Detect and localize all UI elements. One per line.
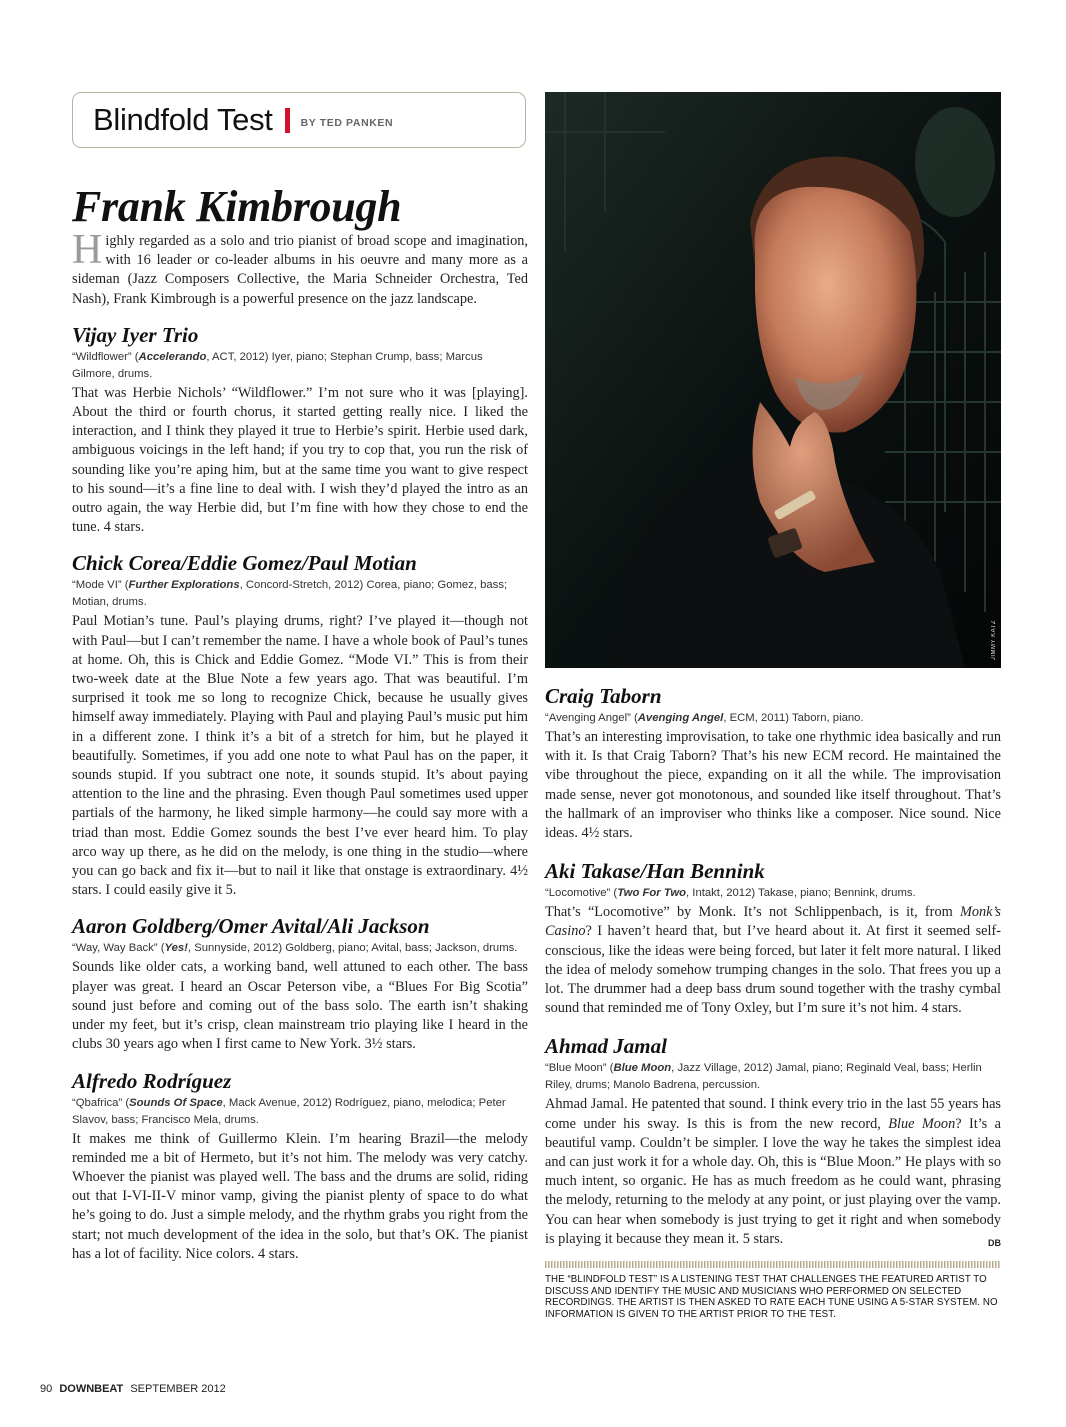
intro-paragraph [72, 227, 528, 309]
album-title: Further Explorations [128, 579, 240, 592]
banner-title: Blindfold Test [93, 102, 273, 137]
section-text: That was Herbie Nichols’ “Wildflower.” I’m not sure who it was [playing]. About the third or fourth chorus, it started getting really nice. I liked the interaction, and I think they played it true to Herbie’s spirit. Herbie used dark, ambiguous voicings in the left hand; if you try to cop that, you run the risk of sounding like you’re aping him, but at the same time you want to give respect to his sound—it’s a fine line to deal with. I wish they’d played the intro as an outro again, the way Herbie did, but I’m fine with how they chose to end the tune. 4 stars. [72, 384, 528, 536]
portrait-illustration [545, 92, 1001, 668]
artist-portrait-photo [545, 92, 1001, 668]
right-column [545, 92, 1001, 1320]
track-credit: “Avenging Angel” (Avenging Angel, ECM, 2011) Taborn, piano. [545, 712, 864, 724]
album-title: Sounds Of Space [129, 1096, 223, 1109]
intro-text: ighly regarded as a solo and trio pianist of broad scope and imagination, with 16 leader or co-leader albums in his oeuvre and many more as a sideman (Jazz Composers Collective, the Maria Schneider Orchestra, Ted Nash), Frank Kimbrough is a powerful presence on the jazz landscape. [72, 233, 528, 307]
section-title: Craig Taborn [545, 684, 662, 708]
section-title: Alfredo Rodríguez [72, 1068, 232, 1093]
section-ahmad-jamal [545, 1034, 1001, 1249]
track-credit: “Locomotive” (Two For Two, Intakt, 2012) Takase, piano; Bennink, drums. [545, 887, 916, 900]
track-credit: “Mode VI” (Further Explorations, Concord-Stretch, 2012) Corea, piano; Gomez, bass; Motian, drums. [72, 579, 508, 609]
italic-album-reference: Monk’s Casino [545, 904, 1001, 940]
italic-album-reference: Blue Moon [888, 1115, 956, 1132]
banner-accent-bar [285, 108, 290, 133]
section-vijay-iyer [72, 323, 528, 538]
album-title: Blue Moon [613, 1062, 672, 1075]
section-title: Chick Corea/Eddie Gomez/Paul Motian [72, 551, 417, 576]
album-title: Two For Two [617, 887, 687, 900]
section-title: Ahmad Jamal [545, 1034, 667, 1059]
section-text: Sounds like older cats, a working band, well attuned to each other. The bass player was great. I heard an Oscar Peterson vibe, a “Blues For Big Scotia” sound just before and coming out of the bass solo. The earth isn’t shaking under my feet, but it’s crisp, clean mainstream trio playing like I heard in the clubs 30 years ago when I first came to New York. 3½ stars. [72, 959, 528, 1053]
artist-name: Frank Kimbrough [72, 182, 402, 231]
left-column [72, 92, 528, 1264]
blindfold-test-banner [72, 92, 526, 148]
drop-cap: H [72, 227, 103, 273]
album-title: Accelerando [138, 350, 207, 363]
album-title: Yes! [164, 942, 188, 955]
section-title: Aaron Goldberg/Omer Avital/Ali Jackson [72, 914, 430, 939]
album-title: Avenging Angel [637, 712, 724, 724]
section-text: Ahmad Jamal. He patented that sound. I think every trio in the last 55 years has come under his sway. Is this is from the new record, Blue Moon? It’s a beautiful vamp. Couldn’t be simpler. I love the way he takes the simplest idea and can just work it for a whole day. Oh, this is “Blue Moon.” He plays with so much intent, so organic. He has as much freedom as he could want, phrasing the melody, returning to the melody at any point, or just playing over the vamp. You can hear when somebody is just trying to get it right and when somebody is playing it because they mean it. 5 stars. DB [545, 1095, 1001, 1249]
blindfold-test-footnote: THE “BLINDFOLD TEST” IS A LISTENING TEST THAT CHALLENGES THE FEATURED ARTIST TO DISCUSS AND IDENTIFY THE MUSIC AND MUSICIANS WHO PERFORMED ON SELECTED RECORDINGS. THE ARTIST IS THEN ASKED TO RATE EACH TUNE USING A 5-STAR SYSTEM. NO INFORMATION IS GIVEN TO THE ARTIST PRIOR TO THE TEST. [545, 1274, 998, 1320]
section-craig-taborn [545, 684, 1001, 843]
track-credit: “Wildflower” (Accelerando, ACT, 2012) Iyer, piano; Stephan Crump, bass; Marcus Gilmore, drums. [72, 350, 483, 380]
section-text: It makes me think of Guillermo Klein. I’m hearing Brazil—the melody reminded me a bit of Hermeto, but it’s not him. The melody was very catchy. Whoever the pianist was played well. The bass and the drums are solid, riding out that I-VI-II-V minor vamp, giving the pianist plenty of space to do what he’s going to do. Just a simple melody, and the rhythm grabs you right from the start; not much development of the idea in the solo, but that’s OK. The pianist has a lot of facility. Nice colors. 4 stars. [72, 1130, 528, 1262]
end-mark: DB [988, 1237, 1001, 1248]
photo-credit: JIMMY KATZ [991, 619, 997, 660]
magazine-name: DOWNBEAT [59, 1383, 124, 1395]
track-credit: “Qbafrica” (Sounds Of Space, Mack Avenue, 2012) Rodríguez, piano, melodica; Peter Slavov, bass; Francisco Mela, drums. [72, 1096, 506, 1126]
page-number: 90 [40, 1383, 53, 1395]
section-aaron-goldberg [72, 914, 528, 1054]
section-title: Vijay Iyer Trio [72, 322, 199, 347]
track-credit: “Blue Moon” (Blue Moon, Jazz Village, 2012) Jamal, piano; Reginald Veal, bass; Herlin Riley, drums; Manolo Badrena, percussion. [545, 1062, 982, 1092]
section-text: That’s “Locomotive” by Monk. It’s not Schlippenbach, is it, from Monk’s Casino? I haven’t heard that, but I’ve heard about it. At first it seemed self-conscious, like the ideas were being forced, but later it felt more natural. I liked the idea of melody somehow trumping changes in the solo. That frees you up a lot. The drummer had a deep bass drum sound together with the trashy cymbal sound that reminded me of Tony Oxley, but I’m sure it’s not him. 4 stars. [545, 904, 1001, 1017]
section-aki-takase [545, 859, 1001, 1018]
section-title: Aki Takase/Han Bennink [545, 859, 765, 884]
issue-date: SEPTEMBER 2012 [130, 1383, 226, 1395]
dotted-divider [545, 1261, 1001, 1268]
banner-byline: BY TED PANKEN [300, 117, 394, 129]
track-credit: “Way, Way Back” (Yes!, Sunnyside, 2012) Goldberg, piano; Avital, bass; Jackson, drums. [72, 942, 518, 955]
section-text: Paul Motian’s tune. Paul’s playing drums, right? I’ve played it—though not with Paul—but I can’t remember the name. I have a whole book of Paul’s tunes at home. Oh, this is Chick and Eddie Gomez. “Mode VI.” This is from their two-week date at the Blue Note a few years ago. That was beautiful. I’m surprised it took me so long to recognize Chick, because he usually gives himself away immediately. Playing with Paul and playing Paul’s music put him in a different zone. I think it’s a bit of a stretch for him, but he played it beautifully. Sometimes, if you add one note to what Paul has on the paper, it sounds stupid. If you subtract one note, it sounds stupid. It’s about paying attention to the line and the phrasing. Even though Paul sometimes used upper partials of the harmony, he liked simple harmony—he could say more with a triad than most. Eddie Gomez sounds the best I’ve ever heard him. To play arco way up there, as he did on the melody, is one thing in the studio—where you can go back and fix it—but to nail it like that onstage is extraordinary. 4½ stars. I could easily give it 5. [72, 613, 528, 899]
section-chick-corea [72, 551, 528, 900]
page-folio [40, 1383, 226, 1395]
section-alfredo-rodriguez [72, 1069, 528, 1264]
section-text: That’s an interesting improvisation, to take one rhythmic idea basically and run with it. Is that Craig Taborn? That’s his new ECM record. He maintained the vibe throughout the piece, expanding on it all the while. The improvisation made sense, never got monotonous, and sounded like itself throughout. That’s the hallmark of an improviser who thinks like a composer. Nice sound. Nice ideas. 4½ stars. [545, 729, 1001, 842]
